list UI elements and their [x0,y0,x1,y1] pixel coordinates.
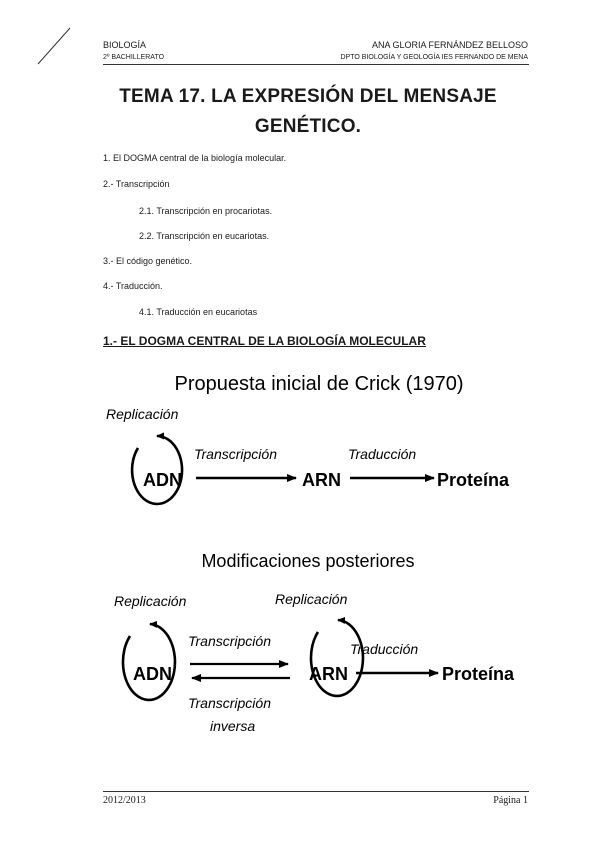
diagram1-replication-label: Replicación [106,406,179,422]
diagram2-dna: ADN [133,664,172,684]
section-heading: 1.- EL DOGMA CENTRAL DE LA BIOLOGÍA MOLECULAR [103,334,426,348]
diagram2-rna: ARN [309,664,348,684]
header-subject: BIOLOGÍA [103,40,147,50]
diagram1-transcription-label: Transcripción [194,446,277,462]
diagram2-reverse-label-line1: Transcripción [188,695,271,711]
toc-item: 2.2. Transcripción en eucariotas. [139,231,270,241]
diagram2-protein: Proteína [442,664,515,684]
diagram2-reverse-label-line2: inversa [210,718,256,734]
page-title-line2: GENÉTICO. [254,116,362,137]
diagram1-title: Propuesta inicial de Crick (1970) [174,373,464,395]
header-department: DPTO BIOLOGÍA Y GEOLOGÍA IES FERNANDO DE MENA [340,54,528,61]
toc-item: 2.1. Transcripción en procariotas. [139,206,273,216]
diagram2-replication-dna-label: Replicación [114,593,187,609]
toc-item: 4.- Traducción. [103,281,163,291]
header-author: ANA GLORIA FERNÁNDEZ BELLOSO [371,40,528,50]
diagram2-replication-dna-loop [123,624,175,700]
toc-item: 2.- Transcripción [103,179,170,189]
diagram2-replication-rna-loop [311,620,363,696]
toc-item: 1. El DOGMA central de la biología molecular. [103,153,287,163]
footer-page-number: Página 1 [493,795,528,806]
toc-item: 4.1. Traducción en eucariotas [139,307,258,317]
diagram2-transcription-label: Transcripción [188,633,271,649]
diagram2-title: Modificaciones posteriores [201,551,415,571]
diagram1-rna: ARN [302,470,341,490]
header-course: 2º BACHILLERATO [103,54,165,61]
diagram1-dna: ADN [143,470,182,490]
diagram1-protein: Proteína [437,470,510,490]
diagram2-replication-rna-label: Replicación [275,591,348,607]
diagram2-translation-label: Traducción [350,641,419,657]
diagram1-translation-label: Traducción [348,446,417,462]
footer-year: 2012/2013 [103,795,146,806]
toc-item: 3.- El código genético. [103,256,193,266]
footer-rule [103,791,529,792]
page-title-line1: TEMA 17. LA EXPRESIÓN DEL MENSAJE [119,86,497,107]
